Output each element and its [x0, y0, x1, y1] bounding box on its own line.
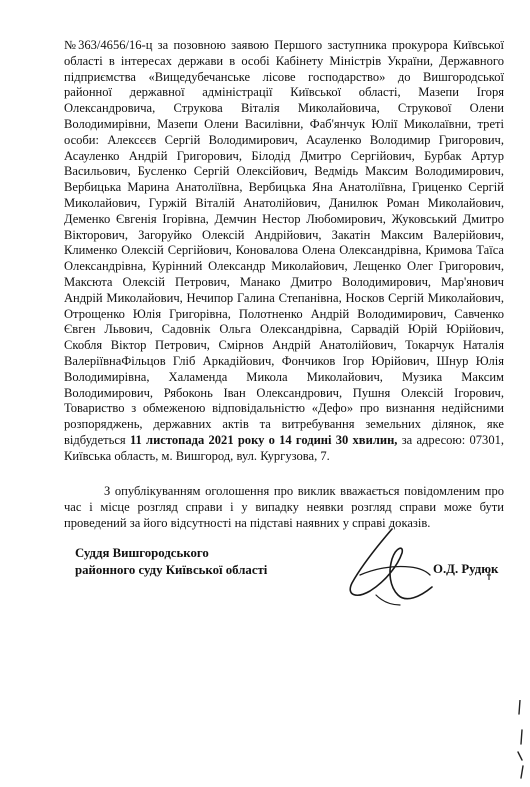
body-paragraph	[64, 38, 504, 465]
judge-title-line-2: районного суду Київської області	[75, 563, 268, 577]
closing-paragraph: З опублікуванням оголошення про виклик вважається повідомленим про час і місце розгляд справи і у випадку неявки розгляд справи може бути проведений за його відсутності на підставі наявних у справі доказів.	[64, 484, 504, 530]
margin-marks	[510, 700, 528, 780]
handwritten-signature	[340, 525, 440, 610]
judge-title	[75, 545, 335, 579]
judge-name: О.Д. Рудюк	[433, 562, 499, 576]
pen-mark	[484, 571, 494, 581]
hearing-datetime: 11 листопада 2021 року о 14 годині 30 хвилин,	[129, 432, 398, 447]
judge-title-line-1: Суддя Вишгородського	[75, 546, 209, 560]
court-address: за адресою: 07301, Київська область, м. Вишгород, вул. Кургузова, 7.	[64, 432, 505, 463]
body-main-text: №363/4656/16-ц за позовною заявою Першого заступника прокурора Київської області в інтересах держави в особі Кабінету Міністрів України, Державного підприємства «Вищедубечанське лісове господарство» до Вишгородської районної державної адміністрації Київської області, Мазепи Ігоря Олександровича, Струкова Віталія Миколайовича, Струкової Олени Володимирівни, Мазепи Олени Василівни, Фаб'янчук Юлії Миколаївни, треті особи: Алексєєв Сергій Володимирович, Асауленко Володимир Григорович, Асауленко Андрій Григорович, Білодід Дмитро Сергійович, Бурбак Артур Васильович, Бусленко Сергій Олексійович, Ведмідь Максим Володимирович, Вербицька Марина Анатоліївна, Вербицька Яна Анатоліївна, Гриценко Сергій Миколайович, Гуржій Віталій Анатолійович, Данилюк Роман Миколайович, Деменко Євгенія Ігорівна, Демчин Нестор Любомирович, Жуковський Дмитро Вікторович, Загоруйко Олексій Андрійович, Закатін Максим Валерійович, Клименко Олексій Сергійович, Коновалова Олена Олександрівна, Кримова Таїса Олександрівна, Курінний Олександр Миколайович, Лещенко Олег Григорович, Максюта Олексій Петрович, Манако Дмитро Володимирович, Мар'янович Андрій Миколайович, Нечипор Галина Степанівна, Носков Сергій Миколайович, Отрощенко Юлія Григорівна, Полотненко Андрій Володимирович, Савченко Євген Львович, Садовнік Ольга Олександрівна, Сарвадій Юрій Юрійович, Скобля Віктор Петрович, Смірнов Андрій Анатолійович, Токарчук Наталія ВалеріївнаФільцов Гліб Аркадійович, Фончиков Ігор Юрійович, Шнур Юлія Володимирівна, Халаменда Микола Миколайович, Музика Максим Володимирович, Рябоконь Іван Олександрович, Пушня Олексій Ігорович, Товариство з обмеженою відповідальністю «Дефо» про визнання недійсними розпоряджень, державних актів та витребування земельних ділянок, яке відбудеться	[64, 38, 504, 447]
